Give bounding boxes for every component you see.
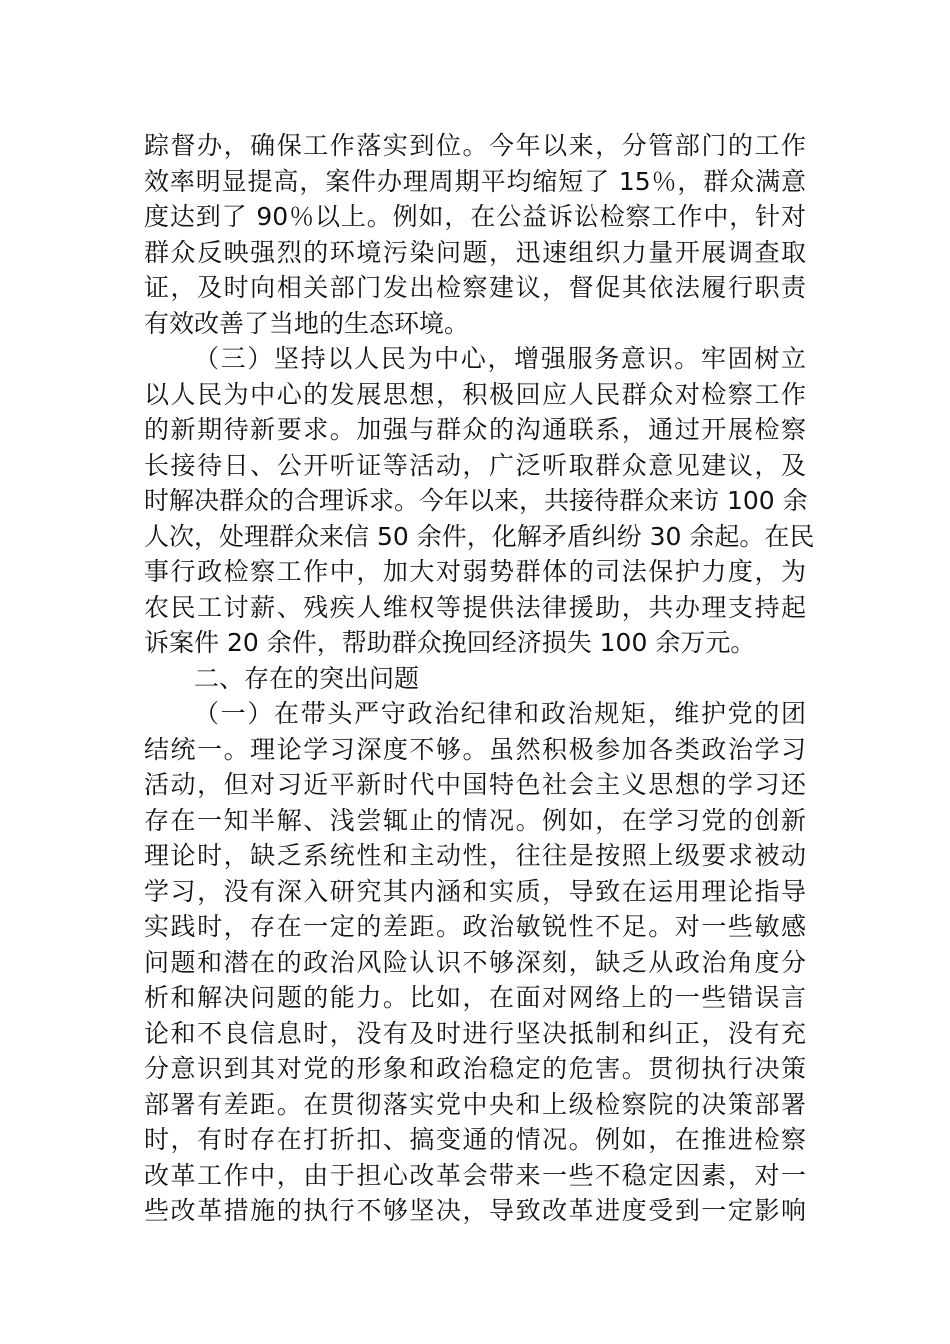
section-heading: 二、存在的突出问题 <box>194 663 420 693</box>
text-line: 时解决群众的合理诉求。今年以来，共接待群众来访 100 余 <box>144 486 808 515</box>
text-line: 以人民为中心的发展思想，积极回应人民群众对检察工作 <box>144 379 806 409</box>
text-line: 析和解决问题的能力。比如，在面对网络上的一些错误言 <box>144 983 806 1012</box>
text-line: 存在一知半解、浅尝辄止的情况。例如，在学习党的创新 <box>144 805 806 835</box>
text-line: 改革工作中，由于担心改革会带来一些不稳定因素，对一 <box>144 1160 806 1190</box>
text-line: 分意识到其对党的形象和政治稳定的危害。贯彻执行决策 <box>144 1054 806 1083</box>
text-line: 论和不良信息时，没有及时进行坚决抵制和纠正，没有充 <box>144 1018 806 1048</box>
text-line: 效率明显提高，案件办理周期平均缩短了 15％，群众满意 <box>144 166 806 196</box>
text-line: 问题和潜在的政治风险认识不够深刻，缺乏从政治角度分 <box>144 947 806 977</box>
text-line: 结统一。理论学习深度不够。虽然积极参加各类政治学习 <box>144 734 806 764</box>
text-line: 长接待日、公开听证等活动，广泛听取群众意见建议，及 <box>144 450 806 480</box>
text-line: 部署有差距。在贯彻落实党中央和上级检察院的决策部署 <box>144 1089 806 1119</box>
paragraph-start-line: （一）在带头严守政治纪律和政治规矩，维护党的团 <box>194 699 806 728</box>
text-line: 群众反映强烈的环境污染问题，迅速组织力量开展调查取 <box>144 237 806 267</box>
text-line: 学习，没有深入研究其内涵和实质，导致在运用理论指导 <box>144 876 806 906</box>
text-line: 踪督办，确保工作落实到位。今年以来，分管部门的工作 <box>144 131 806 160</box>
text-line: 度达到了 90％以上。例如，在公益诉讼检察工作中，针对 <box>144 202 806 231</box>
paragraph-start-line: （三）坚持以人民为中心，增强服务意识。牢固树立 <box>194 344 806 373</box>
text-line: 实践时，存在一定的差距。政治敏锐性不足。对一些敏感 <box>144 912 806 941</box>
text-line: 事行政检察工作中，加大对弱势群体的司法保护力度，为 <box>144 557 806 586</box>
document-body <box>144 128 815 1229</box>
text-line: 些改革措施的执行不够坚决，导致改革进度受到一定影响 <box>144 1196 806 1225</box>
text-line: 证，及时向相关部门发出检察建议，督促其依法履行职责 <box>144 273 806 302</box>
text-line: 活动，但对习近平新时代中国特色社会主义思想的学习还 <box>144 770 806 799</box>
text-line: 理论时，缺乏系统性和主动性，往往是按照上级要求被动 <box>144 841 806 870</box>
text-line: 诉案件 20 余件，帮助群众挽回经济损失 100 余万元。 <box>144 628 756 657</box>
text-line: 有效改善了当地的生态环境。 <box>144 308 470 338</box>
text-line: 的新期待新要求。加强与群众的沟通联系，通过开展检察 <box>144 415 806 444</box>
text-line: 人次，处理群众来信 50 余件，化解矛盾纠纷 30 余起。在民 <box>144 521 815 551</box>
text-line: 农民工讨薪、残疾人维权等提供法律援助，共办理支持起 <box>144 592 806 622</box>
text-line: 时，有时存在打折扣、搞变通的情况。例如，在推进检察 <box>144 1125 806 1154</box>
